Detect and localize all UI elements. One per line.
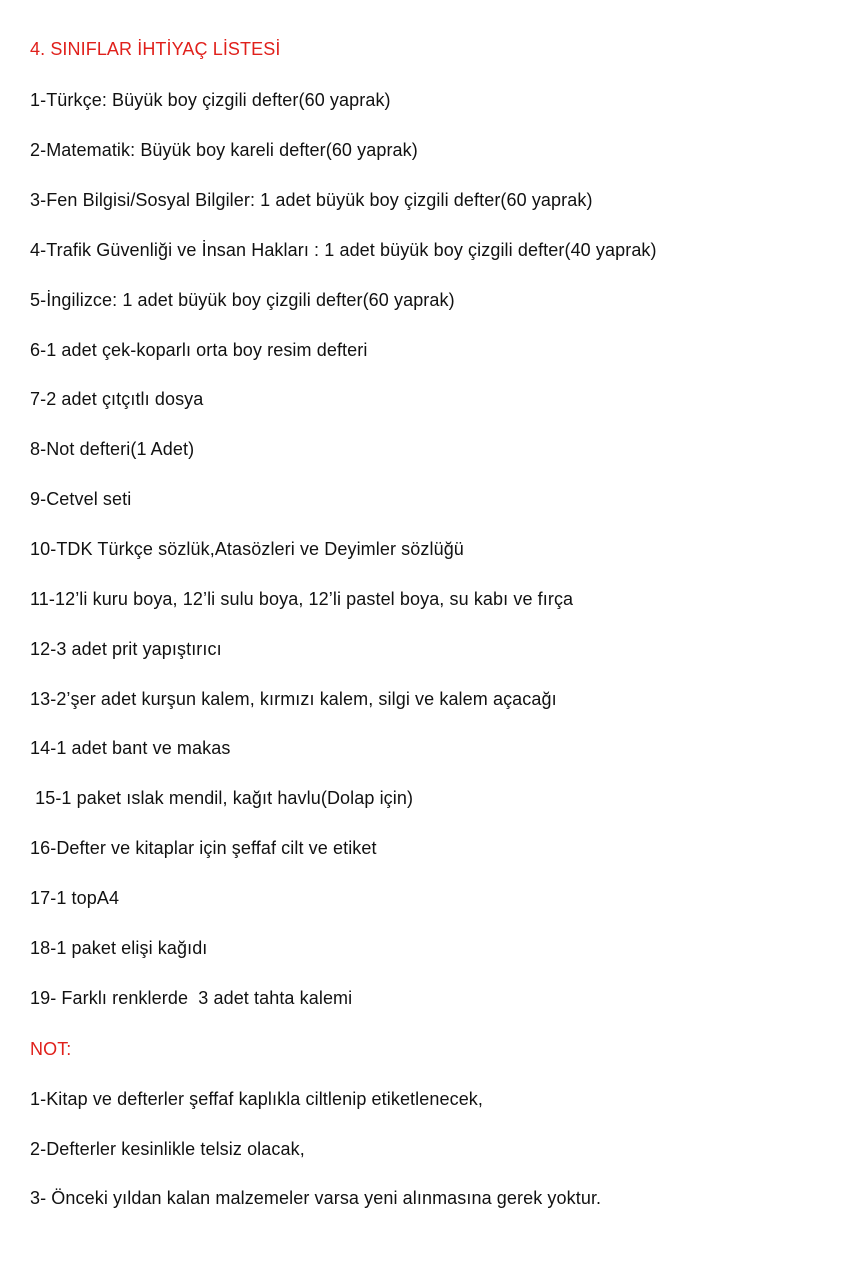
list-item: 10-TDK Türkçe sözlük,Atasözleri ve Deyimler sözlüğü [30, 539, 464, 559]
note-heading: NOT: [30, 1039, 72, 1059]
page-title: 4. SINIFLAR İHTİYAÇ LİSTESİ [30, 39, 281, 59]
list-item: 3-Fen Bilgisi/Sosyal Bilgiler: 1 adet büyük boy çizgili defter(60 yaprak) [30, 190, 593, 210]
list-item: 7-2 adet çıtçıtlı dosya [30, 389, 204, 409]
list-item: 17-1 topA4 [30, 888, 120, 908]
list-item: 4-Trafik Güvenliği ve İnsan Hakları : 1 adet büyük boy çizgili defter(40 yaprak) [30, 240, 657, 260]
list-item: 6-1 adet çek-koparlı orta boy resim defteri [30, 340, 368, 360]
list-item: 19- Farklı renklerde 3 adet tahta kalemi [30, 988, 353, 1008]
note-line: 2-Defterler kesinlikle telsiz olacak, [30, 1139, 305, 1159]
list-item: 12-3 adet prit yapıştırıcı [30, 639, 222, 659]
list-item: 9-Cetvel seti [30, 489, 132, 509]
note-line: 1-Kitap ve defterler şeffaf kaplıkla ciltlenip etiketlenecek, [30, 1089, 484, 1109]
list-item: 5-İngilizce: 1 adet büyük boy çizgili defter(60 yaprak) [30, 290, 455, 310]
note-line: 3- Önceki yıldan kalan malzemeler varsa yeni alınmasına gerek yoktur. [30, 1188, 602, 1208]
list-item: 18-1 paket elişi kağıdı [30, 938, 208, 958]
list-item: 8-Not defteri(1 Adet) [30, 439, 195, 459]
list-item: 1-Türkçe: Büyük boy çizgili defter(60 yaprak) [30, 90, 391, 110]
list-item: 15-1 paket ıslak mendil, kağıt havlu(Dolap için) [30, 788, 414, 808]
list-item: 11-12’li kuru boya, 12’li sulu boya, 12’li pastel boya, su kabı ve fırça [30, 589, 574, 609]
list-item: 2-Matematik: Büyük boy kareli defter(60 yaprak) [30, 140, 418, 160]
list-item: 16-Defter ve kitaplar için şeffaf cilt ve etiket [30, 838, 377, 858]
list-item: 13-2’şer adet kurşun kalem, kırmızı kalem, silgi ve kalem açacağı [30, 689, 557, 709]
list-item: 14-1 adet bant ve makas [30, 738, 231, 758]
